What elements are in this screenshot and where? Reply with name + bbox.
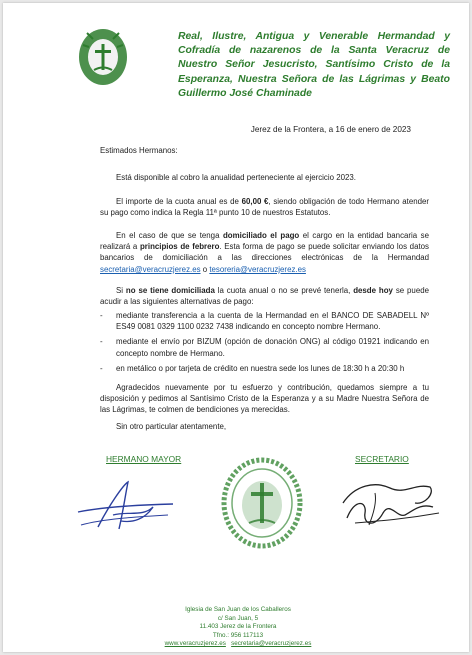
hermano-mayor-signature bbox=[73, 477, 183, 537]
footer-links bbox=[123, 640, 353, 649]
footer-phone: Tfno.: 956 117113 bbox=[212, 631, 264, 639]
footer-email-link[interactable]: secretaria@veracruzjerez.es bbox=[231, 640, 312, 648]
list-item: - en metálico o por tarjeta de crédito en nuestra sede los lunes de 18:30 h a 20:30 h bbox=[100, 363, 405, 373]
brotherhood-title: Real, Ilustre, Antigua y Venerable Hermandad y Cofradía de nazarenos de la Santa Veracruz de Nuestro Señor Jesucristo, Santísimo Cristo de la Esperanza, Nuestra Señora de las Lágrimas y Beato Guillermo José Chaminade bbox=[178, 31, 450, 99]
footer-church: Iglesia de San Juan de los Caballeros bbox=[185, 606, 291, 613]
signature-title-hermano-mayor: HERMANO MAYOR bbox=[106, 454, 182, 464]
greeting: Estimados Hermanos: bbox=[100, 146, 178, 155]
footer-street: c/ San Juan, 5 bbox=[217, 614, 259, 622]
email-link-secretaria[interactable]: secretaria@veracruzjerez.es bbox=[100, 264, 201, 274]
paragraph-direct-debit: En el caso de que se tenga domiciliado el pago el cargo en la entidad bancaria se realizará a principios de febrero. Esta forma de pago se puede solicitar enviando los datos bancarios de domiciliación a las direcciones electrónicas de la Hermandad secretaria@veracruzjerez.es o tesoreria@veracruzjerez.es bbox=[100, 231, 429, 274]
payment-options-list bbox=[100, 310, 429, 378]
list-item: - mediante transferencia a la cuenta de la Hermandad en el BANCO DE SABADELL Nº ES49 0081 0329 1100 0232 7438 indicando en concepto nombre Hermano. bbox=[100, 311, 429, 332]
paragraph-thanks: Agradecidos nuevamente por tu esfuerzo y contribución, quedamos siempre a tu disposición y pedimos al Santísimo Cristo de la Esperanza y a su Madre Nuestra Señora de las Lágrimas, te colmen de bendiciones ya merecidas. bbox=[100, 383, 429, 415]
footer-address bbox=[123, 606, 353, 649]
footer-website-link[interactable]: www.veracruzjerez.es bbox=[164, 640, 226, 648]
brotherhood-crest-logo bbox=[75, 25, 131, 87]
closing-line: Sin otro particular atentamente, bbox=[116, 422, 227, 431]
letter-page bbox=[3, 3, 469, 652]
letter-date: Jerez de la Frontera, a 16 de enero de 2023 bbox=[250, 125, 411, 134]
email-link-tesoreria[interactable]: tesoreria@veracruzjerez.es bbox=[209, 264, 306, 274]
list-item: - mediante el envío por BIZUM (opción de donación ONG) al código 01921 indicando en concepto nombre de Hermano. bbox=[100, 337, 429, 358]
signature-title-secretario: SECRETARIO bbox=[355, 454, 409, 464]
paragraph-availability: Está disponible al cobro la anualidad perteneciente al ejercicio 2023. bbox=[116, 173, 356, 182]
footer-city: 11.403 Jerez de la Frontera bbox=[199, 623, 277, 631]
fee-amount: 60,00 € bbox=[241, 197, 269, 206]
brotherhood-seal-stamp bbox=[221, 457, 303, 549]
paragraph-amount: El importe de la cuota anual es de 60,00 €, siendo obligación de todo Hermano atender su pago como indica la Regla 11ª punto 10 de nuestros Estatutos. bbox=[100, 197, 430, 218]
paragraph-payment-alternatives: Si no se tiene domiciliada la cuota anual o no se prevé tenerla, desde hoy se puede acudir a las siguientes alternativas de pago: bbox=[100, 286, 429, 307]
secretario-signature bbox=[335, 473, 445, 537]
